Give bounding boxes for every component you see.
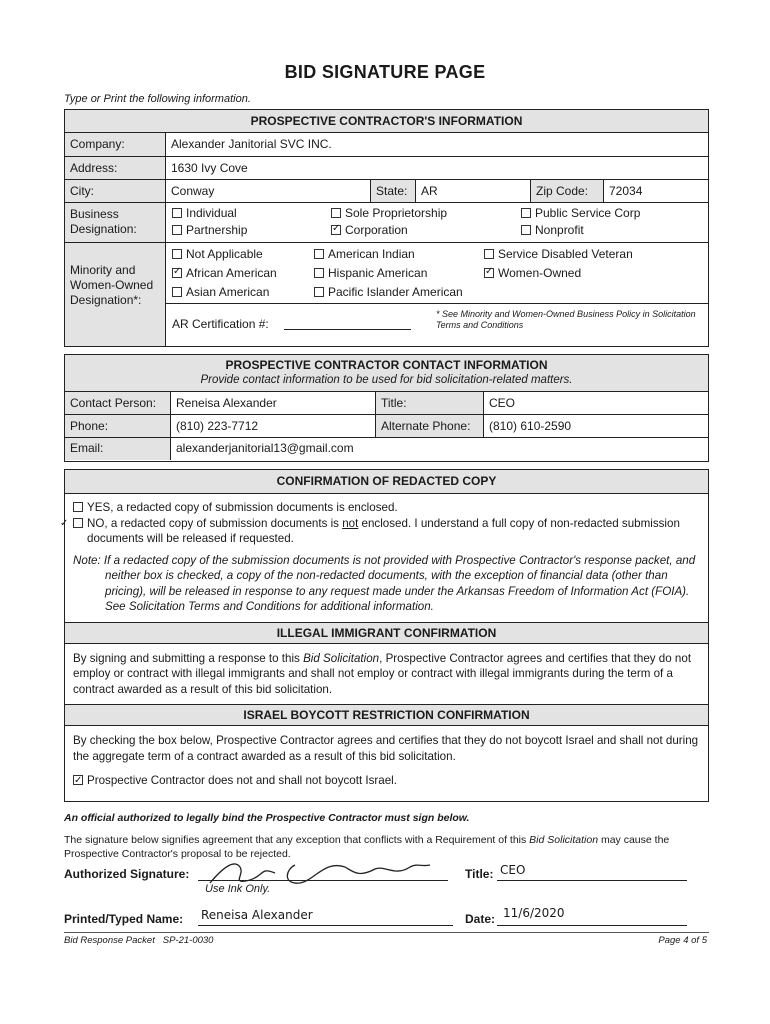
minority-label: Minority and Women-Owned Designation*: [65, 243, 166, 346]
email-label: Email: [65, 438, 171, 460]
address-row [65, 157, 708, 180]
instruction-text: Type or Print the following information. [64, 93, 251, 105]
checkbox-icon[interactable] [73, 502, 83, 512]
option-label: Asian American [186, 285, 270, 299]
company-field[interactable]: Alexander Janitorial SVC INC. [171, 137, 332, 151]
contractor-info-section [64, 109, 709, 347]
address-field[interactable]: 1630 Ivy Cove [171, 161, 248, 175]
business-option[interactable] [172, 223, 247, 237]
email-field[interactable]: alexanderjanitorial13@gmail.com [176, 441, 354, 455]
immigrant-text: By signing and submitting a response to this [73, 651, 304, 665]
business-option[interactable] [172, 206, 237, 220]
minority-option[interactable] [314, 266, 427, 280]
phone-row [65, 415, 708, 438]
checkbox-icon[interactable] [172, 225, 182, 235]
ar-cert-field[interactable] [284, 329, 411, 330]
contact-header-title: PROSPECTIVE CONTRACTOR CONTACT INFORMATION [225, 358, 548, 372]
business-option[interactable] [331, 223, 408, 237]
option-label: enclosed. I understand a full copy of non-redacted submission documents will be released if requested. [87, 516, 680, 545]
minority-footnote: * See Minority and Women-Owned Business Policy in Solicitation Terms and Conditions [436, 309, 696, 330]
option-label: African American [186, 266, 277, 280]
date-label: Date: [465, 912, 496, 926]
company-label: Company: [65, 133, 166, 156]
phone-field[interactable]: (810) 223-7712 [171, 415, 376, 437]
business-option[interactable] [331, 206, 447, 220]
city-field[interactable]: Conway [166, 180, 371, 202]
israel-text: By checking the box below, Prospective Contractor agrees and certifies that they do not boycott Israel and shall not during the aggregate term of a contract awarded as a result of this bid solicitation. [73, 734, 699, 763]
israel-header: ISRAEL BOYCOTT RESTRICTION CONFIRMATION [65, 704, 708, 726]
contact-info-section [64, 354, 709, 462]
minority-option[interactable] [484, 266, 581, 280]
zip-field[interactable]: 72034 [609, 184, 643, 198]
contact-title-label: Title: [376, 392, 484, 414]
option-label: Sole Proprietorship [345, 206, 448, 220]
immigrant-text-italic: Bid Solicitation [303, 651, 380, 665]
agreement-text: The signature below signifies agreement that any exception that conflicts with a Requirement of this [64, 834, 530, 846]
agreement-text-italic: Bid Solicitation [529, 834, 599, 846]
redacted-body [65, 494, 708, 620]
confirmation-section [64, 469, 709, 802]
contact-person-label: Contact Person: [65, 392, 171, 414]
minority-row [65, 243, 708, 346]
israel-body [65, 726, 708, 794]
minority-option[interactable] [172, 285, 269, 299]
option-label: Individual [186, 206, 237, 220]
ar-cert-label: AR Certification #: [172, 317, 269, 331]
contact-title-field[interactable]: CEO [489, 396, 516, 410]
agreement-text: may cause the Prospective Contractor's proposal to be rejected. [64, 834, 670, 860]
redacted-yes-option[interactable] [73, 500, 700, 516]
title-value[interactable]: CEO [500, 863, 526, 877]
contact-header-subtitle: Provide contact information to be used for bid solicitation-related matters. [200, 374, 573, 386]
immigrant-header: ILLEGAL IMMIGRANT CONFIRMATION [65, 622, 708, 644]
title-line[interactable] [497, 880, 687, 881]
minority-option[interactable] [314, 247, 415, 261]
printed-name-label: Printed/Typed Name: [64, 912, 184, 926]
minority-option[interactable] [172, 266, 277, 280]
business-label: Business Designation: [65, 203, 166, 242]
checkbox-icon[interactable] [172, 249, 182, 259]
cert-divider [166, 303, 708, 304]
page-title: BID SIGNATURE PAGE [284, 62, 486, 82]
printed-name-line[interactable] [198, 925, 453, 926]
minority-options [166, 243, 708, 346]
zip-label: Zip Code: [531, 180, 604, 202]
checkbox-icon[interactable] [314, 287, 324, 297]
checkbox-checked-icon[interactable] [73, 775, 83, 785]
option-label: Corporation [345, 223, 408, 237]
immigrant-text: , Prospective Contractor agrees and certifies that they do not employ or contract with illegal immigrants and shall not employ or contract with illegal immigrants during the term of a contract awarded as a result of this bid solicitation. [73, 651, 692, 696]
option-label: Hispanic American [328, 266, 428, 280]
checkbox-icon[interactable] [314, 268, 324, 278]
checkbox-icon[interactable] [314, 249, 324, 259]
contractor-info-header: PROSPECTIVE CONTRACTOR'S INFORMATION [65, 110, 708, 133]
city-label: City: [65, 180, 166, 202]
authorized-signature-label: Authorized Signature: [64, 867, 190, 881]
option-label: Public Service Corp [535, 206, 641, 220]
option-label: Not Applicable [186, 247, 263, 261]
title-label: Title: [465, 867, 494, 881]
date-line[interactable] [497, 925, 687, 926]
minority-option[interactable] [314, 285, 463, 299]
checkbox-checked-icon[interactable] [484, 268, 494, 278]
redacted-no-option[interactable] [73, 516, 700, 547]
checkbox-icon[interactable] [172, 208, 182, 218]
printed-name-value[interactable]: Reneisa Alexander [201, 908, 313, 922]
redacted-header: CONFIRMATION OF REDACTED COPY [65, 470, 708, 494]
checkbox-checked-icon[interactable] [172, 268, 182, 278]
email-row [65, 438, 708, 460]
option-label-emphasis: not [342, 516, 359, 530]
business-option[interactable] [521, 206, 640, 220]
checkbox-icon[interactable] [331, 208, 341, 218]
business-options [166, 203, 708, 242]
contact-info-header [65, 355, 708, 392]
checkbox-icon[interactable] [172, 287, 182, 297]
option-label: Nonprofit [535, 223, 584, 237]
phone-label: Phone: [65, 415, 171, 437]
contact-row [65, 392, 708, 415]
footer-left: Bid Response Packet SP-21-0030 [64, 935, 214, 946]
state-label: State: [371, 180, 416, 202]
business-option[interactable] [521, 223, 584, 237]
immigrant-body [65, 644, 708, 703]
address-label: Address: [65, 157, 166, 179]
option-label: Prospective Contractor does not and shall not boycott Israel. [87, 774, 397, 787]
checkbox-checked-icon[interactable] [73, 518, 83, 528]
option-label: Partnership [186, 223, 248, 237]
minority-option[interactable] [484, 247, 633, 261]
official-note: An official authorized to legally bind the Prospective Contractor must sign below. [64, 812, 470, 824]
israel-checkbox-option[interactable] [73, 773, 700, 789]
company-row [65, 133, 708, 157]
minority-option[interactable] [172, 247, 263, 261]
footer-right: Page 4 of 5 [658, 935, 707, 946]
option-label: Pacific Islander American [328, 285, 463, 299]
alt-phone-field[interactable]: (810) 610-2590 [489, 419, 572, 433]
date-value[interactable]: 11/6/2020 [503, 906, 565, 920]
footer-divider [64, 932, 709, 933]
checkbox-icon[interactable] [484, 249, 494, 259]
contact-person-field[interactable]: Reneisa Alexander [171, 392, 376, 414]
ink-note: Use Ink Only. [205, 883, 271, 895]
option-label: NO, a redacted copy of submission documents is [87, 516, 343, 530]
option-label: American Indian [328, 247, 415, 261]
business-row [65, 203, 708, 243]
checkbox-checked-icon[interactable] [331, 225, 341, 235]
alt-phone-label: Alternate Phone: [376, 415, 484, 437]
city-row [65, 180, 708, 203]
checkbox-icon[interactable] [521, 208, 531, 218]
option-label: YES, a redacted copy of submission documents is enclosed. [87, 501, 398, 514]
state-field[interactable]: AR [416, 180, 531, 202]
option-label: Women-Owned [498, 266, 582, 280]
redacted-note: Note: If a redacted copy of the submission documents is not provided with Prospective Contractor's response packet, and neither box is checked, a copy of the non-redacted documents, with the exception of financial data (other than pricing), will be released in response to any request made under the Arkansas Freedom of Information Act (FOIA). See Solicitation Terms and Conditions for additional information. [73, 553, 696, 613]
option-label: Service Disabled Veteran [498, 247, 633, 261]
checkbox-icon[interactable] [521, 225, 531, 235]
